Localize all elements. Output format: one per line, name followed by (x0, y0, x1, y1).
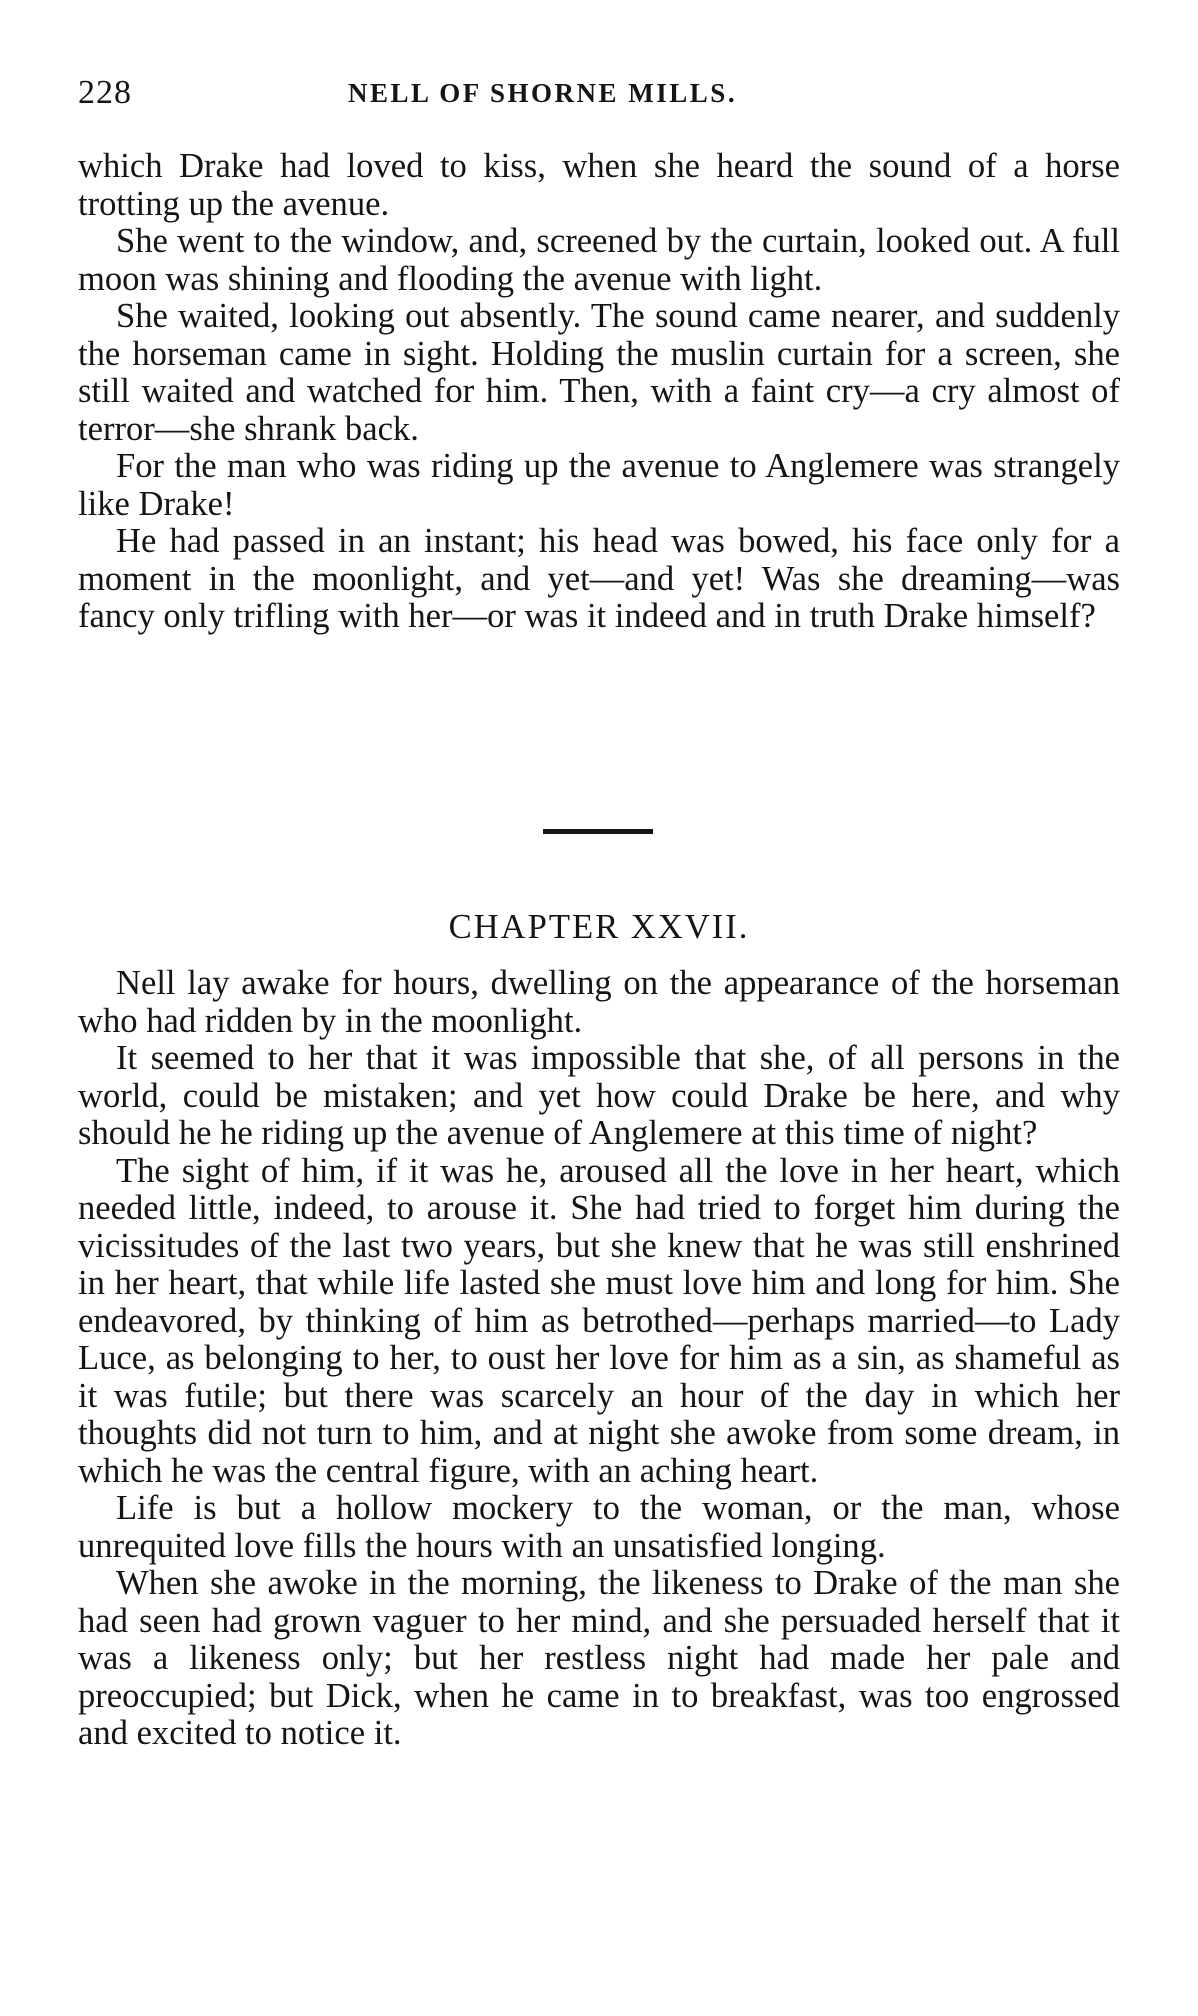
paragraph: He had passed in an instant; his head was bowed, his face only for a moment in the moonlight, and yet—and yet! Was she dreaming—was fancy only trifling with her—or was it indeed and in truth Drake himself? (78, 522, 1120, 635)
paragraph: It seemed to her that it was impossible that she, of all persons in the world, could be mistaken; and yet how could Drake be here, and why should he he riding up the avenue of Anglemere at this time of night? (78, 1039, 1120, 1152)
paragraph: She went to the window, and, screened by the curtain, looked out. A full moon was shining and flooding the avenue with light. (78, 222, 1120, 298)
section-divider (543, 829, 653, 834)
page-header (78, 74, 1120, 122)
paragraph: She waited, looking out absently. The sound came nearer, and suddenly the horseman came in sight. Holding the muslin curtain for a screen, she still waited and watched for him. Then, with a faint cry—a cry almost of terror—she shrank back. (78, 297, 1120, 448)
text-block-chapter (78, 965, 1120, 1753)
chapter-title: CHAPTER XXVII. (448, 908, 750, 946)
paragraph: For the man who was riding up the avenue to Anglemere was strangely like Drake! (78, 447, 1120, 523)
text-block-before-chapter (78, 148, 1120, 636)
paragraph: Life is but a hollow mockery to the woman, or the man, whose unrequited love fills the hours with an unsatisfied longing. (78, 1489, 1120, 1565)
paragraph: which Drake had loved to kiss, when she heard the sound of a horse trotting up the avenue. (78, 147, 1120, 223)
page-number: 228 (78, 74, 132, 111)
running-head: NELL OF SHORNE MILLS. (348, 78, 738, 108)
paragraph: The sight of him, if it was he, aroused all the love in her heart, which needed little, indeed, to arouse it. She had tried to forget him during the vicissitudes of the last two years, but she knew that he was still enshrined in her heart, that while life lasted she must love him and long for him. She endeavored, by thinking of him as betrothed—perhaps married—to Lady Luce, as belonging to her, to oust her love for him as a sin, as shameful as it was futile; but there was scarcely an hour of the day in which her thoughts did not turn to him, and at night she awoke from some dream, in which he was the central figure, with an aching heart. (78, 1151, 1120, 1490)
paragraph: When she awoke in the morning, the likeness to Drake of the man she had seen had grown vaguer to her mind, and she persuaded herself that it was a likeness only; but her restless night had made her pale and preoccupied; but Dick, when he came in to breakfast, was too engrossed and excited to notice it. (78, 1564, 1120, 1752)
paragraph: Nell lay awake for hours, dwelling on the appearance of the horseman who had ridden by in the moonlight. (78, 964, 1120, 1040)
